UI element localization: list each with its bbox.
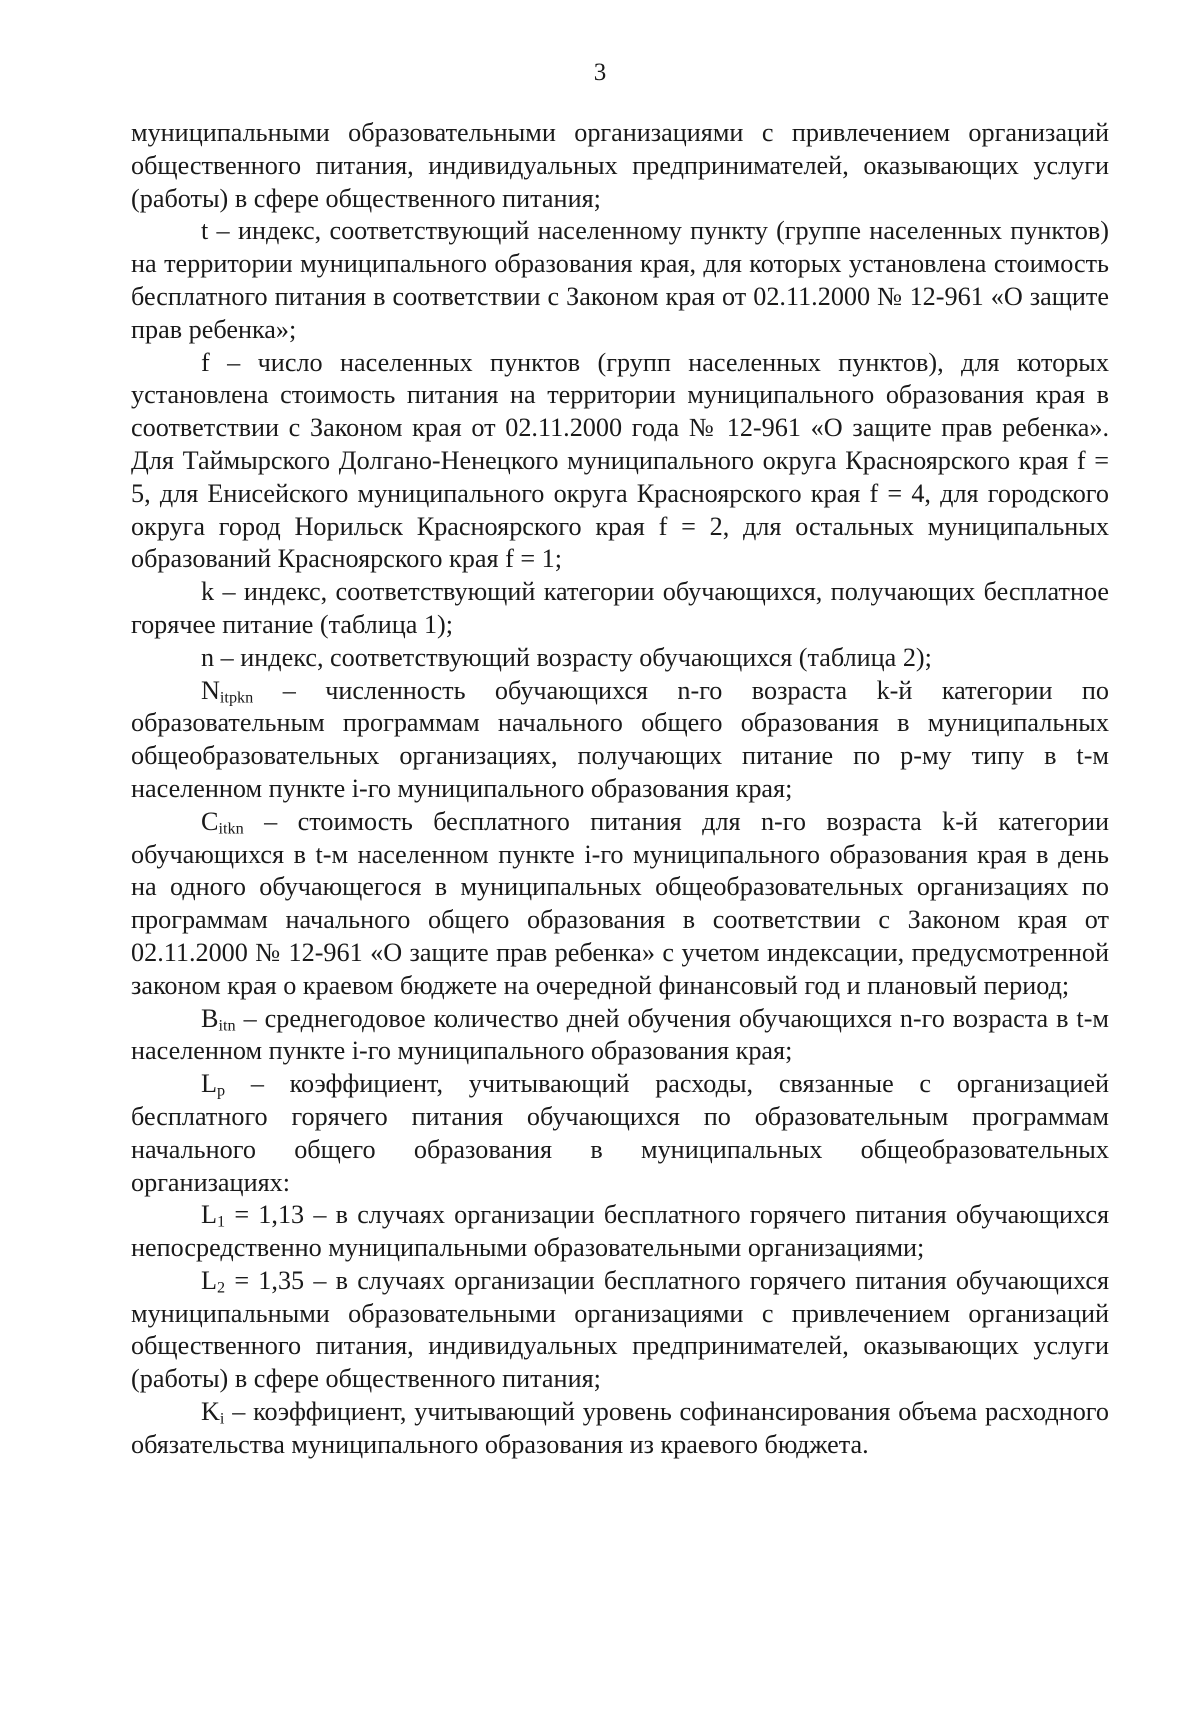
paragraph-l-2: $L_2 = 1,35 - в$ случаях организации бесплатного горячего питания обучающихся муниципальными образовательными организациями с привлечением организаций общественного питания, индивидуальных предпринимателей, оказывающих услуги (работы) в сфере общественного питания; [131,1265,1109,1394]
formula-subscript: itkn [218,819,244,838]
paragraph-index-t: t – индекс, соответствующий населенному пункту (группе населенных пунктов) на территории муниципального образования края, для которых установлена стоимость бесплатного питания в соответствии с Законом края от 02.11.2000 № 12-961 «О защите прав ребенка»; [131,216,1109,344]
paragraph-k-i: $K_i$ – коэффициент, учитывающий уровень софинансирования объема расходного обязательства муниципального образования из краевого бюджета. [131,1397,1109,1459]
page-number: 3 [593,59,607,86]
formula-subscript: 1 [217,1212,226,1231]
formula-symbol: C [201,806,219,836]
paragraph-l-1: $L_1 = 1,13 - в$ случаях организации бесплатного горячего питания обучающихся непосредственно муниципальными образовательными организациями; [131,1200,1109,1263]
paragraph-continuation: муниципальными образовательными организациями с привлечением организаций общественного питания, индивидуальных предпринимателей, оказывающих услуги (работы) в сфере общественного питания; [131,118,1109,213]
formula-symbol: N [201,675,220,705]
paragraph-n-itpkn: $N_{itpkn}$ – численность обучающихся n-го возраста k-й категории по образовательным программам начального общего образования в муниципальных общеобразовательных организациях, получающих питание по p-му типу в t-м населенном пункте i-го муниципального образования края; [131,675,1109,803]
formula-symbol: L [201,1069,217,1099]
paragraph-index-k: k – индекс, соответствующий категории обучающихся, получающих бесплатное горячее питание (таблица 1); [131,577,1109,639]
document-body [131,117,1109,1462]
paragraph-index-n: n – индекс, соответствующий возрасту обучающихся (таблица 2); [201,642,932,672]
formula-subscript: itn [218,1016,236,1035]
paragraph-l-p: $L_p$ – коэффициент, учитывающий расходы, связанные с организацией бесплатного горячего питания обучающихся по образовательным программам начального общего образования в муниципальных общеобразовательных организациях: [131,1069,1109,1197]
formula-symbol: L [201,1265,217,1295]
formula-symbol: K [201,1397,220,1427]
paragraph-index-f: f – число населенных пунктов (групп населенных пунктов), для которых установлена стоимость питания на территории муниципального образования края в соответствии с Законом края от 02.11.2000 года № 12-961 «О защите прав ребенка». Для Таймырского Долгано-Ненецкого муниципального округа Красноярского края f = 5, для Енисейского муниципального округа Красноярского края f = 4, для городского округа город Норильск Красноярского края f = 2, для остальных муниципальных образований Красноярского края f = 1; [131,347,1109,574]
formula-subscript: i [219,1409,225,1428]
paragraph-b-itn: $B_{itn}$ – среднегодовое количество дней обучения обучающихся n-го возраста в t-м населенном пункте i-го муниципального образования края; [131,1003,1109,1066]
formula-subscript: 2 [217,1278,226,1297]
formula-subscript: p [217,1081,226,1100]
formula-symbol: B [201,1003,219,1033]
formula-symbol: L [201,1200,217,1230]
paragraph-c-itkn: $C_{itkn}$ – стоимость бесплатного питания для n-го возраста k-й категории обучающихся в t-м населенном пункте i-го муниципального образования края в день на одного обучающегося в муниципальных общеобразовательных организациях по программам начального общего образования в соответствии с Законом края от 02.11.2000 № 12-961 «О защите прав ребенка» с учетом индексации, предусмотренной законом края о краевом бюджете на очередной финансовый год и плановый период; [131,806,1109,1000]
formula-subscript: itpkn [219,688,254,707]
